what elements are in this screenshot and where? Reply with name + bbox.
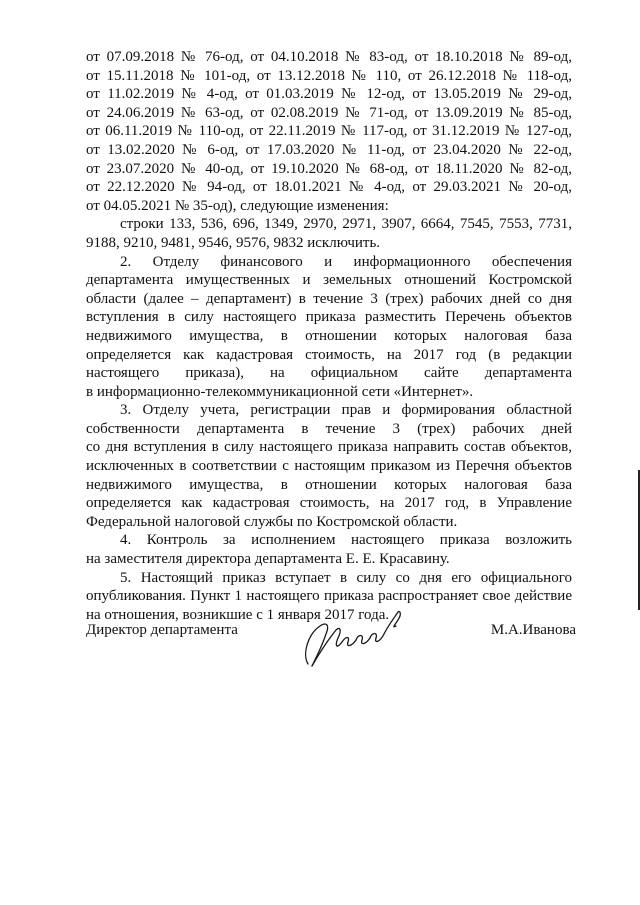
text-line: от 24.06.2019 № 63-од, от 02.08.2019 № 71-од, от 13.09.2019 № 85-од, <box>86 104 572 121</box>
text-line: области (далее – департамент) в течение 3 (трех) рабочих дней со дня <box>86 290 572 307</box>
text-line: 5. Настоящий приказ вступает в силу со дня его официального <box>120 569 572 586</box>
text-line: 2. Отделу финансового и информационного обеспечения <box>120 253 572 270</box>
text-line: вступления в силу настоящего приказа разместить Перечень объектов <box>86 309 572 326</box>
text-line: на заместителя директора департамента Е. Е. Красавину. <box>86 551 450 568</box>
text-line: настоящего приказа), на официальном сайте департамента <box>86 365 572 382</box>
text-line: недвижимого имущества, в отношении которых налоговая база <box>86 327 572 344</box>
text-line: от 23.07.2020 № 40-од, от 19.10.2020 № 68-од, от 18.11.2020 № 82-од, <box>86 160 572 177</box>
text-line: от 07.09.2018 № 76-од, от 04.10.2018 № 83-од, от 18.10.2018 № 89-од, <box>86 49 572 65</box>
handwritten-signature <box>286 604 416 674</box>
text-line: со дня вступления в силу настоящего приказа направить состав объектов, <box>86 439 572 456</box>
text-line: Федеральной налоговой службы по Костромской области. <box>86 513 458 530</box>
text-line: определяется как кадастровая стоимость, на 2017 год (в редакции <box>86 346 572 363</box>
text-line: недвижимого имущества, в отношении которых налоговая база <box>86 476 572 493</box>
text-line: 4. Контроль за исполнением настоящего приказа возложить <box>120 532 572 549</box>
text-line: опубликования. Пункт 1 настоящего приказа распространяет свое действие <box>86 588 572 605</box>
rows-clause <box>86 215 572 252</box>
text-line: в информационно-телекоммуникационной сети «Интернет». <box>86 383 474 400</box>
signature-block <box>86 622 576 692</box>
text-line: собственности департамента в течение 3 (трех) рабочих дней <box>86 420 572 437</box>
paragraph-4 <box>86 531 572 568</box>
text-line: на отношения, возникшие с 1 января 2017 года. <box>86 606 390 623</box>
text-line: строки 133, 536, 696, 1349, 2970, 2971, 3907, 6664, 7545, 7553, 7731, <box>120 216 572 233</box>
paragraph-3 <box>86 401 572 531</box>
text-line: департамента имущественных и земельных отношений Костромской <box>86 272 572 289</box>
text-line: от 13.02.2020 № 6-од, от 17.03.2020 № 11-од, от 23.04.2020 № 22-од, <box>86 141 572 158</box>
text-line: от 11.02.2019 № 4-од, от 01.03.2019 № 12-од, от 13.05.2019 № 29-од, <box>86 86 572 103</box>
paragraph-2 <box>86 253 572 402</box>
text-line: от 15.11.2018 № 101-од, от 13.12.2018 № 110, от 26.12.2018 № 118-од, <box>86 67 572 84</box>
signatory-position: Директор департамента <box>86 622 238 638</box>
text-line: 9188, 9210, 9481, 9546, 9576, 9832 исключить. <box>86 234 381 251</box>
text-line: от 06.11.2019 № 110-од, от 22.11.2019 № 117-од, от 31.12.2019 № 127-од, <box>86 123 572 140</box>
signatory-name: М.А.Иванова <box>490 622 576 638</box>
text-line: 3. Отделу учета, регистрации прав и формирования областной <box>120 402 572 419</box>
text-line: от 22.12.2020 № 94-од, от 18.01.2021 № 4-од, от 29.03.2021 № 20-од, <box>86 179 572 196</box>
document-body <box>86 48 572 624</box>
text-line: исключенных в соответствии с настоящим приказом из Перечня объектов <box>86 458 572 475</box>
text-line: от 04.05.2021 № 35-од), следующие изменения: <box>86 197 389 214</box>
paragraph-1 <box>86 48 572 215</box>
text-line: определяется как кадастровая стоимость, на 2017 год, в Управление <box>86 495 572 512</box>
